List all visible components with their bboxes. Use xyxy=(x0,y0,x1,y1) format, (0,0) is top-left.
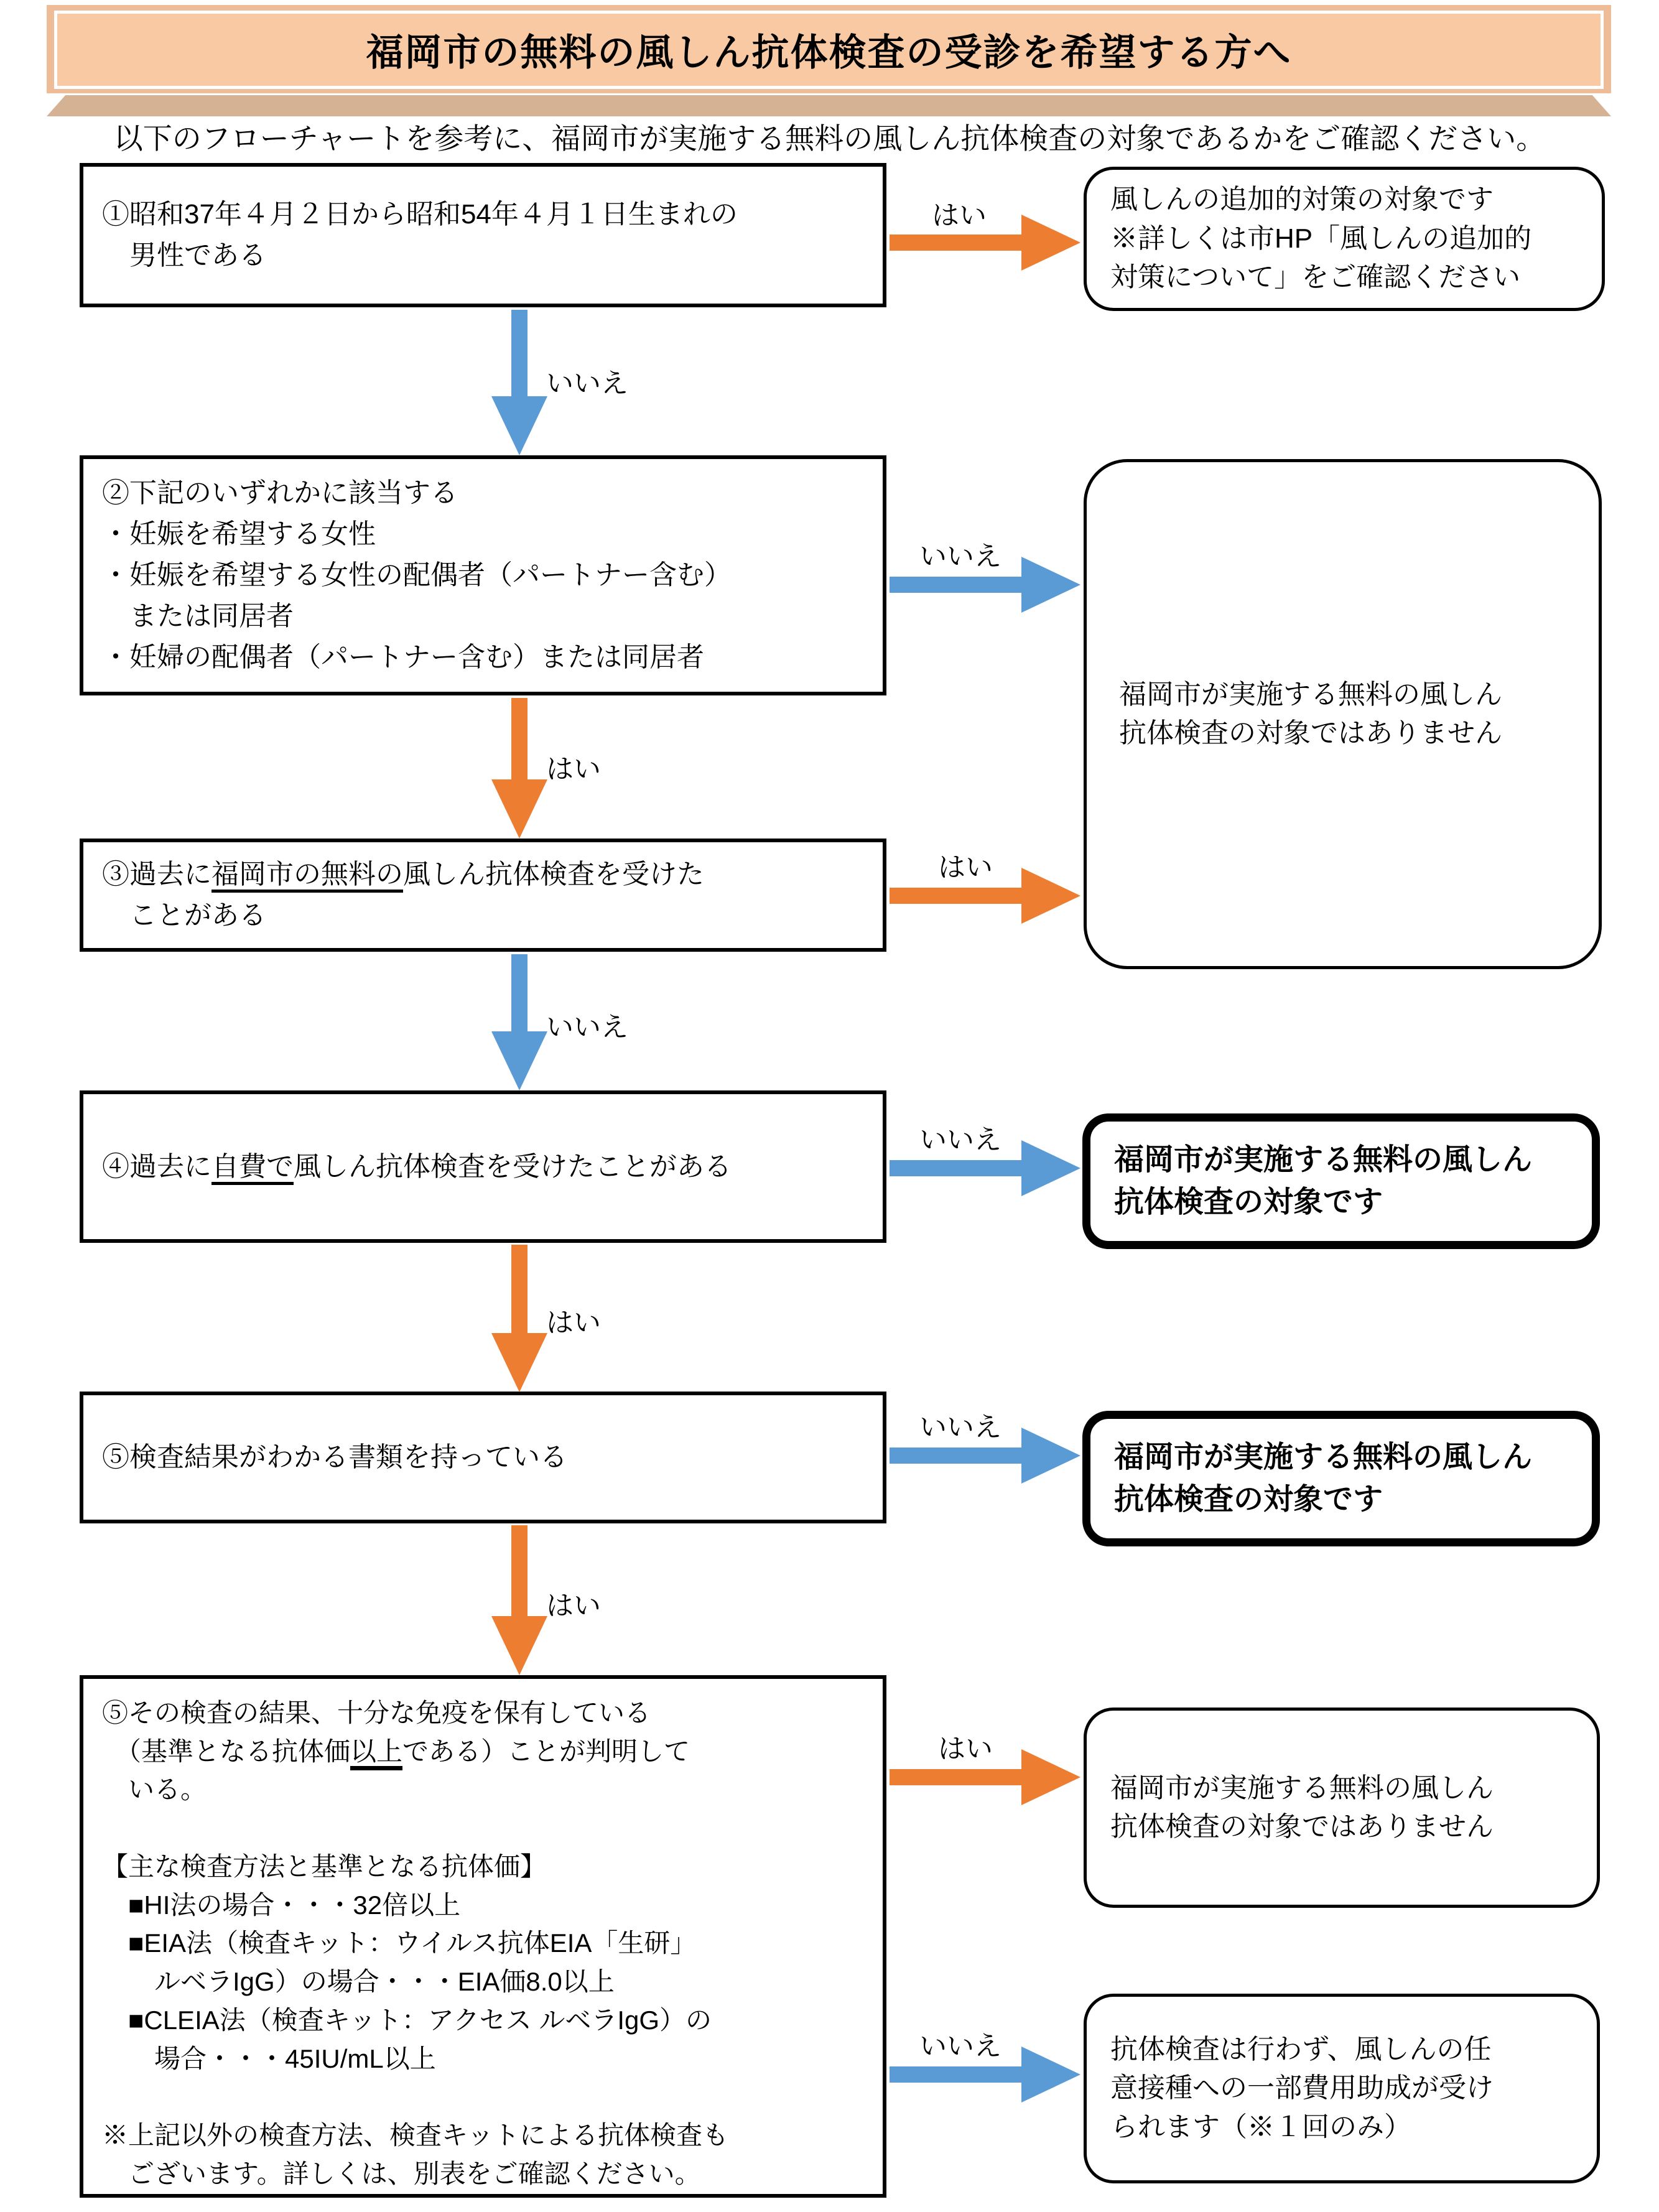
arrow-right-no-7 xyxy=(890,2066,1023,2083)
question-6-methods-heading: 【主な検査方法と基準となる抗体価】 xyxy=(102,1851,547,1881)
arrow-label-no: いいえ xyxy=(919,1125,1001,1155)
question-6-underlined-text: 以上 xyxy=(350,1737,402,1770)
question-box-1 xyxy=(80,163,886,307)
arrow-right-no-4-head xyxy=(1021,1140,1080,1196)
question-6-text: （基準となる抗体価 xyxy=(102,1736,351,1766)
result-box-eligible-2 xyxy=(1082,1411,1600,1546)
question-6-note-line: ございます。詳しくは、別表をご確認ください。 xyxy=(102,2159,701,2188)
question-3-line xyxy=(102,854,874,895)
arrow-right-no-7-head xyxy=(1021,2047,1080,2103)
arrow-right-no-5 xyxy=(890,1448,1023,1464)
question-5-line: ⑤検査結果がわかる書類を持っている xyxy=(102,1442,567,1472)
question-6-method-line: ルベラIgG）の場合・・・EIA価8.0以上 xyxy=(102,1967,615,1997)
arrow-right-yes-6-head xyxy=(1021,1749,1080,1805)
result-line: 福岡市が実施する無料の風しん xyxy=(1114,1440,1533,1474)
question-box-3 xyxy=(80,839,886,952)
question-3-underlined-text: 福岡市の無料の xyxy=(211,859,403,893)
arrow-right-yes-1-head xyxy=(1021,215,1080,271)
question-4-text: 風しん抗体検査を受けたことがある xyxy=(294,1151,732,1182)
arrow-right-no-5-head xyxy=(1021,1428,1080,1484)
page-subtitle: 以下のフローチャートを参考に、福岡市が実施する無料の風しん抗体検査の対象であるかをご確認ください。 xyxy=(113,122,1546,155)
arrow-label-no: いいえ xyxy=(546,368,628,399)
title-banner-shadow xyxy=(47,95,1611,116)
arrow-right-no-4 xyxy=(890,1160,1023,1176)
arrow-label-yes: はい xyxy=(546,1591,601,1621)
result-line: 抗体検査の対象です xyxy=(1114,1186,1383,1219)
result-line: 福岡市が実施する無料の風しん xyxy=(1119,679,1502,710)
question-1-line: ①昭和37年４月２日から昭和54年４月１日生まれの xyxy=(102,199,738,230)
question-6-spacer xyxy=(102,1809,874,1847)
question-1-line: 男性である xyxy=(102,240,266,271)
arrow-down-yes-5 xyxy=(511,1525,527,1617)
arrow-down-yes-2 xyxy=(511,698,527,781)
result-line: 抗体検査の対象ではありません xyxy=(1110,1811,1494,1842)
page-title: 福岡市の無料の風しん抗体検査の受診を希望する方へ xyxy=(366,32,1292,73)
result-line: 風しんの追加的対策の対象です xyxy=(1110,184,1494,215)
question-6-method-line: ■CLEIA法（検査キット：アクセス ルベラIgG）の xyxy=(102,2005,712,2035)
result-line: 抗体検査の対象です xyxy=(1114,1483,1383,1516)
title-banner xyxy=(47,5,1611,93)
arrow-label-yes: はい xyxy=(938,852,993,883)
question-6-line: ⑤その検査の結果、十分な免疫を保有している xyxy=(102,1698,651,1727)
arrow-down-no-1-head xyxy=(491,396,547,455)
arrow-down-no-3 xyxy=(511,954,527,1033)
arrow-label-yes: はい xyxy=(546,754,601,784)
arrow-label-no: いいえ xyxy=(546,1012,628,1043)
result-box-not-eligible-small xyxy=(1084,1708,1600,1908)
question-6-method-line: ■EIA法（検査キット：ウイルス抗体EIA「生研」 xyxy=(102,1928,697,1958)
question-3-text: ③過去に xyxy=(102,859,211,890)
question-box-6 xyxy=(80,1675,886,2198)
question-4-underlined-text: 自費で xyxy=(211,1151,294,1185)
question-3-line: ことがある xyxy=(102,900,266,931)
question-2-line: ・妊婦の配偶者（パートナー含む）または同居者 xyxy=(102,642,704,672)
question-2-line: ・妊娠を希望する女性の配偶者（パートナー含む） xyxy=(102,560,732,590)
question-3-text: 風しん抗体検査を受けた xyxy=(403,859,704,890)
result-line: 意接種への一部費用助成が受け xyxy=(1110,2073,1494,2104)
arrow-down-yes-4-head xyxy=(491,1333,547,1392)
arrow-right-no-2-head xyxy=(1021,557,1080,613)
arrow-right-yes-3 xyxy=(890,888,1023,904)
arrow-label-no: いいえ xyxy=(919,541,1001,572)
result-box-additional-measures xyxy=(1084,167,1605,311)
question-6-line: いる。 xyxy=(102,1775,207,1805)
arrow-label-yes: はい xyxy=(546,1308,601,1338)
question-2-line: または同居者 xyxy=(102,601,294,631)
arrow-right-yes-1 xyxy=(890,235,1023,251)
result-line: 抗体検査の対象ではありません xyxy=(1119,718,1502,748)
question-6-spacer xyxy=(102,2078,874,2116)
arrow-label-yes: はい xyxy=(938,1734,993,1764)
arrow-right-no-2 xyxy=(890,577,1023,593)
arrow-right-yes-6 xyxy=(890,1769,1023,1785)
result-line: 福岡市が実施する無料の風しん xyxy=(1114,1143,1533,1176)
question-2-line: ・妊娠を希望する女性 xyxy=(102,519,376,549)
question-6-note-line: ※上記以外の検査方法、検査キットによる抗体検査も xyxy=(102,2121,729,2150)
result-line: 抗体検査は行わず、風しんの任 xyxy=(1110,2033,1492,2065)
question-box-2 xyxy=(80,455,886,695)
arrow-down-no-1 xyxy=(511,310,527,397)
arrow-down-yes-2-head xyxy=(491,779,547,839)
question-box-5 xyxy=(80,1392,886,1523)
question-4-line xyxy=(102,1146,874,1187)
result-line: 福岡市が実施する無料の風しん xyxy=(1110,1772,1494,1803)
question-6-method-line: 場合・・・45IU/mL以上 xyxy=(102,2043,436,2073)
arrow-right-yes-3-head xyxy=(1021,868,1080,924)
result-box-vaccination-subsidy xyxy=(1084,1994,1600,2183)
question-6-method-line: ■HI法の場合・・・32倍以上 xyxy=(102,1890,461,1920)
arrow-label-no: いいえ xyxy=(919,2031,1001,2061)
arrow-down-yes-4 xyxy=(511,1245,527,1334)
arrow-label-yes: はい xyxy=(932,200,987,231)
result-box-not-eligible-large xyxy=(1084,459,1602,969)
question-box-4 xyxy=(80,1090,886,1243)
arrow-label-no: いいえ xyxy=(919,1412,1001,1443)
question-2-line: ②下記のいずれかに該当する xyxy=(102,478,458,508)
question-4-text: ④過去に xyxy=(102,1151,211,1182)
result-line: ※詳しくは市HP「風しんの追加的 xyxy=(1110,223,1532,254)
arrow-down-yes-5-head xyxy=(491,1616,547,1675)
question-6-text: である）ことが判明して xyxy=(402,1736,690,1766)
question-6-line xyxy=(102,1732,874,1771)
result-line: 対策について」をご確認ください xyxy=(1110,262,1521,293)
arrow-down-no-3-head xyxy=(491,1031,547,1090)
title-banner-face xyxy=(54,11,1604,89)
result-box-eligible-1 xyxy=(1082,1113,1600,1249)
result-line: られます（※１回のみ） xyxy=(1110,2111,1411,2142)
